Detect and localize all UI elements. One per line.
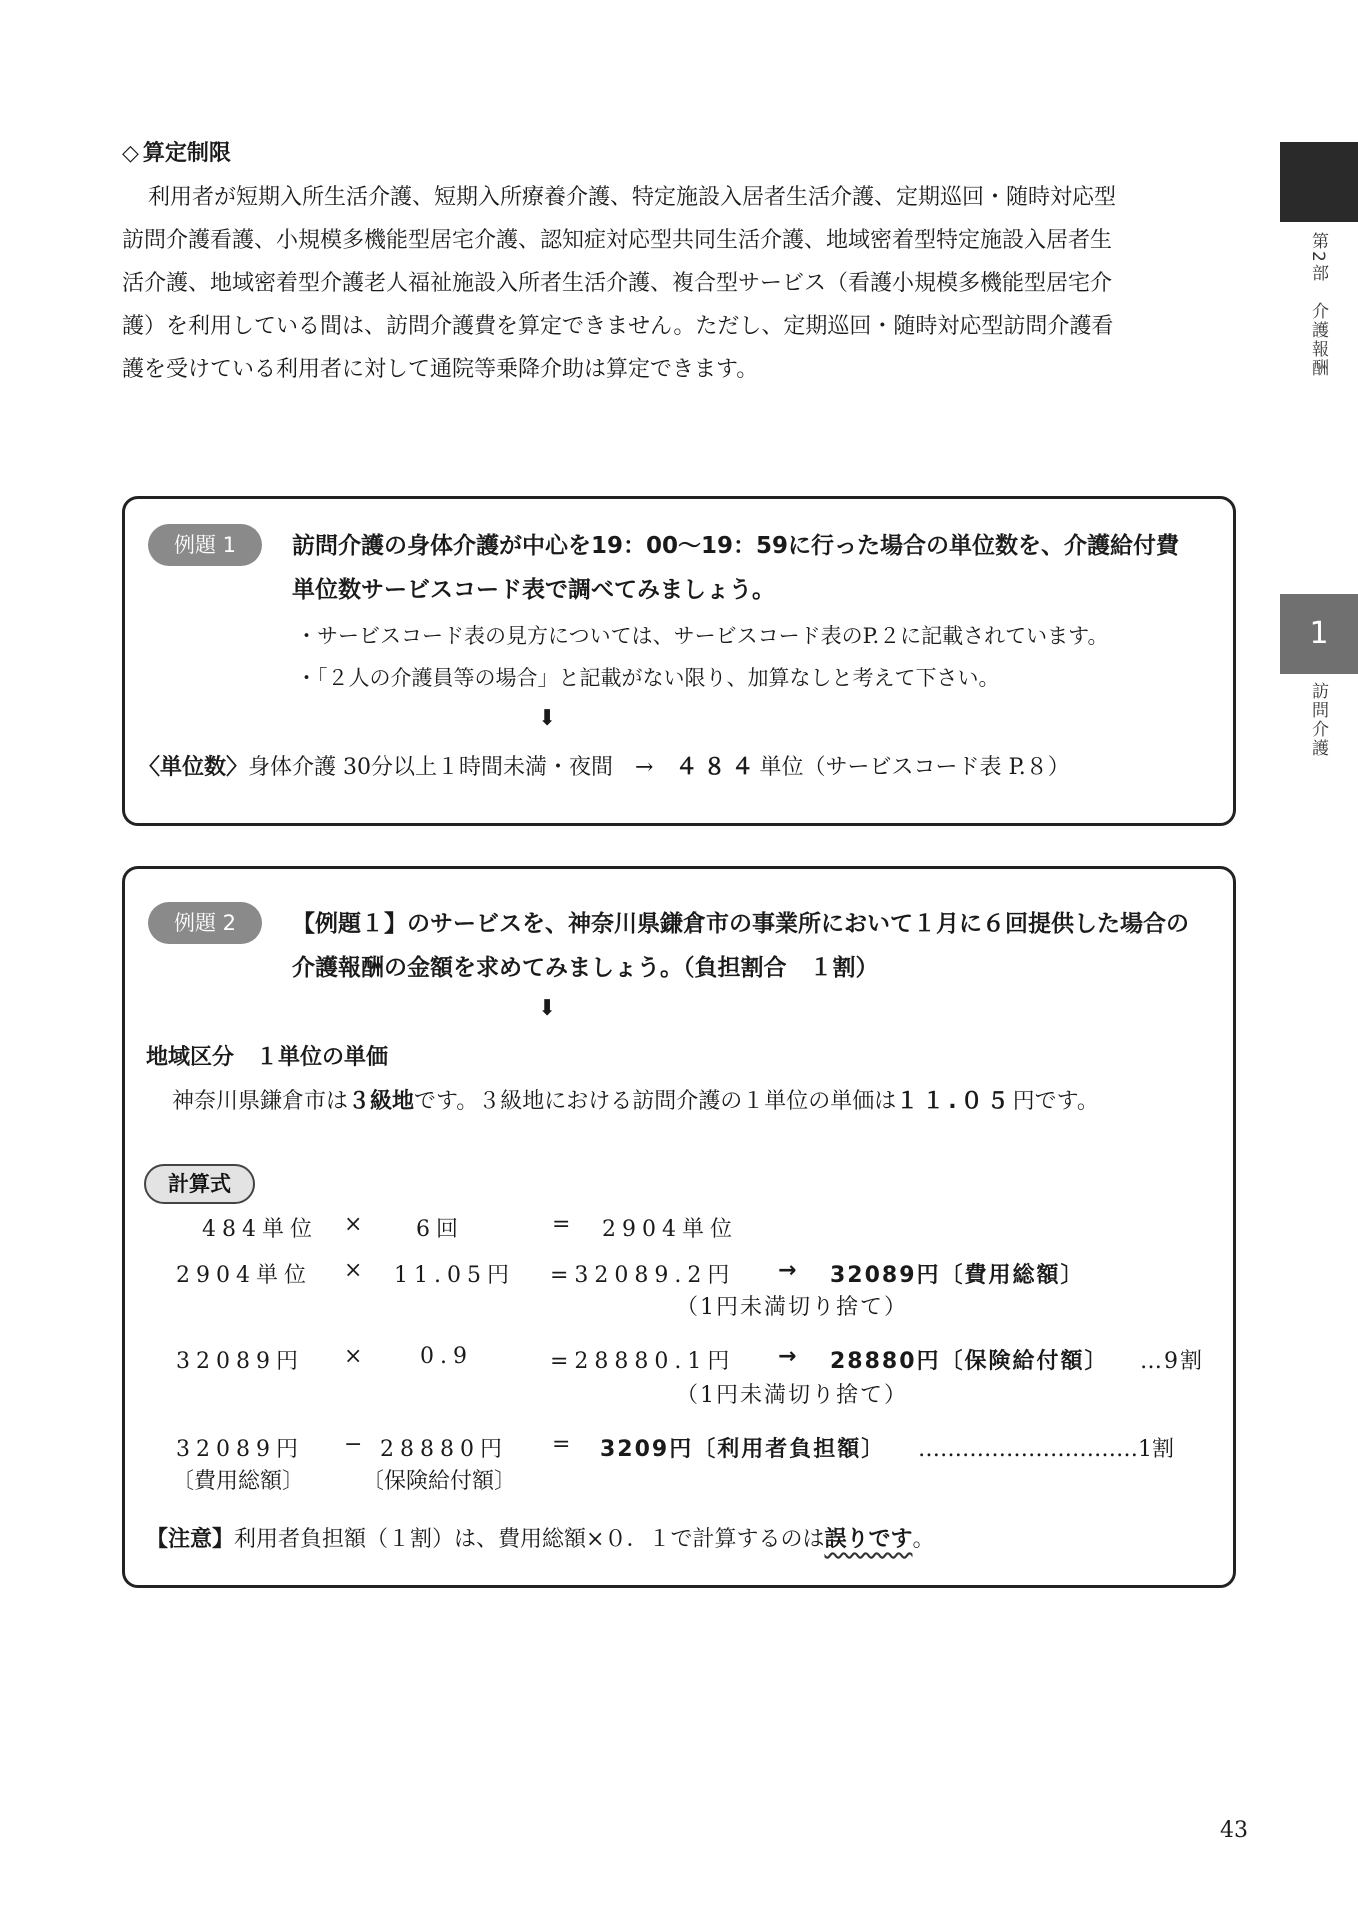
calc-ratio: …9割 bbox=[1140, 1349, 1204, 1374]
calc-result: 32089円〔費用総額〕 bbox=[830, 1263, 1085, 1288]
calc-cell: = bbox=[552, 1212, 577, 1237]
section-paragraph bbox=[122, 176, 1240, 391]
example1-bullet: ・「２人の介護員等の場合」と記載がない限り、加算なしと考えて下さい。 bbox=[296, 666, 1000, 690]
region-text: 神奈川県鎌倉市は３級地です。３級地における訪問介護の１単位の単価は１１.０５円です。 bbox=[172, 1089, 1099, 1114]
region-heading: 地域区分 １単位の単価 bbox=[146, 1045, 389, 1070]
paragraph-line: 護を受けている利用者に対して通院等乗降介助は算定できます。 bbox=[122, 357, 759, 382]
calc-cell: × bbox=[344, 1258, 369, 1283]
paragraph-line: 護）を利用している間は、訪問介護費を算定できません。ただし、定期巡回・随時対応型訪問介護看 bbox=[122, 314, 1114, 339]
example2-question-line2: 介護報酬の金額を求めてみましょう。（負担割合 １割） bbox=[292, 955, 879, 981]
calc-note: （1円未満切り捨て） bbox=[676, 1383, 908, 1408]
part-tab bbox=[1280, 142, 1358, 222]
calc-cell: 11.05円 bbox=[394, 1263, 515, 1288]
calc-cell: =28880.1円 bbox=[550, 1349, 736, 1374]
calc-cell: × bbox=[344, 1344, 369, 1369]
section-heading: ◇ 算定制限 bbox=[122, 141, 231, 166]
calc-cell: 484単位 bbox=[202, 1217, 318, 1242]
down-arrow-icon: ⬇ bbox=[538, 996, 557, 1021]
calc-cell: 32089円 bbox=[176, 1437, 304, 1462]
paragraph-line: 訪問介護看護、小規模多機能型居宅介護、認知症対応型共同生活介護、地域密着型特定施設入居者生 bbox=[122, 228, 1113, 253]
calc-cell: 32089円 bbox=[176, 1349, 304, 1374]
calc-ratio: …………………………1割 bbox=[918, 1437, 1174, 1462]
calc-sub: 〔費用総額〕 bbox=[172, 1469, 305, 1494]
example2-badge: 例題 2 bbox=[148, 902, 262, 944]
chapter-number: 1 bbox=[1280, 594, 1358, 674]
example1-question-line1: 訪問介護の身体介護が中心を19：00〜19：59に行った場合の単位数を、介護給付費 bbox=[292, 533, 1180, 559]
example1-badge: 例題 1 bbox=[148, 524, 262, 566]
calc-cell: 2904単位 bbox=[176, 1263, 312, 1288]
diamond-icon: ◇ bbox=[122, 141, 139, 166]
calc-cell: 0.9 bbox=[420, 1344, 473, 1369]
example1-answer: 〈単位数〉身体介護 30分以上１時間未満・夜間 → ４８４単位（サービスコード表 P.８） bbox=[138, 755, 1070, 780]
paragraph-line: 活介護、地域密着型介護老人福祉施設入所者生活介護、複合型サービス（看護小規模多機能型居宅介 bbox=[122, 271, 1113, 296]
answer-label: 〈単位数〉 bbox=[138, 755, 249, 780]
calc-arrow: → bbox=[778, 1258, 803, 1283]
calc-cell: =32089.2円 bbox=[550, 1263, 736, 1288]
example1-bullet: ・サービスコード表の見方については、サービスコード表のP.２に記載されています。 bbox=[296, 624, 1109, 648]
chapter-label: 訪問介護 bbox=[1308, 682, 1328, 758]
calc-sub: 〔保険給付額〕 bbox=[362, 1469, 517, 1494]
calc-badge: 計算式 bbox=[144, 1164, 255, 1204]
caution-label: 【注意】 bbox=[146, 1527, 235, 1552]
calc-cell: 28880円 bbox=[380, 1437, 508, 1462]
down-arrow-icon: ⬇ bbox=[538, 706, 557, 731]
calc-cell: − bbox=[344, 1432, 369, 1457]
calc-cell: × bbox=[344, 1212, 369, 1237]
answer-value: ４８４ bbox=[675, 755, 760, 780]
paragraph-line: 利用者が短期入所生活介護、短期入所療養介護、特定施設入居者生活介護、定期巡回・随時対応型 bbox=[148, 185, 1117, 210]
calc-cell: = bbox=[552, 1432, 577, 1457]
calc-arrow: → bbox=[778, 1344, 803, 1369]
calc-cell: 6回 bbox=[416, 1217, 464, 1242]
calc-result: 3209円〔利用者負担額〕 bbox=[600, 1437, 886, 1462]
caution-note: 【注意】利用者負担額（１割）は、費用総額×０．１で計算するのは誤りです。 bbox=[146, 1527, 935, 1552]
calc-cell: 2904単位 bbox=[602, 1217, 738, 1242]
example2-question-line1: 【例題１】のサービスを、神奈川県鎌倉市の事業所において１月に６回提供した場合の bbox=[292, 911, 1189, 937]
calc-note: （1円未満切り捨て） bbox=[676, 1295, 908, 1320]
calc-result: 28880円〔保険給付額〕 bbox=[830, 1349, 1109, 1374]
part-label: 第2部 介護報酬 bbox=[1308, 232, 1328, 378]
example1-question-line2: 単位数サービスコード表で調べてみましょう。 bbox=[292, 577, 775, 603]
page-number: 43 bbox=[1220, 1818, 1248, 1843]
caution-emphasis: 誤りです bbox=[824, 1527, 913, 1552]
